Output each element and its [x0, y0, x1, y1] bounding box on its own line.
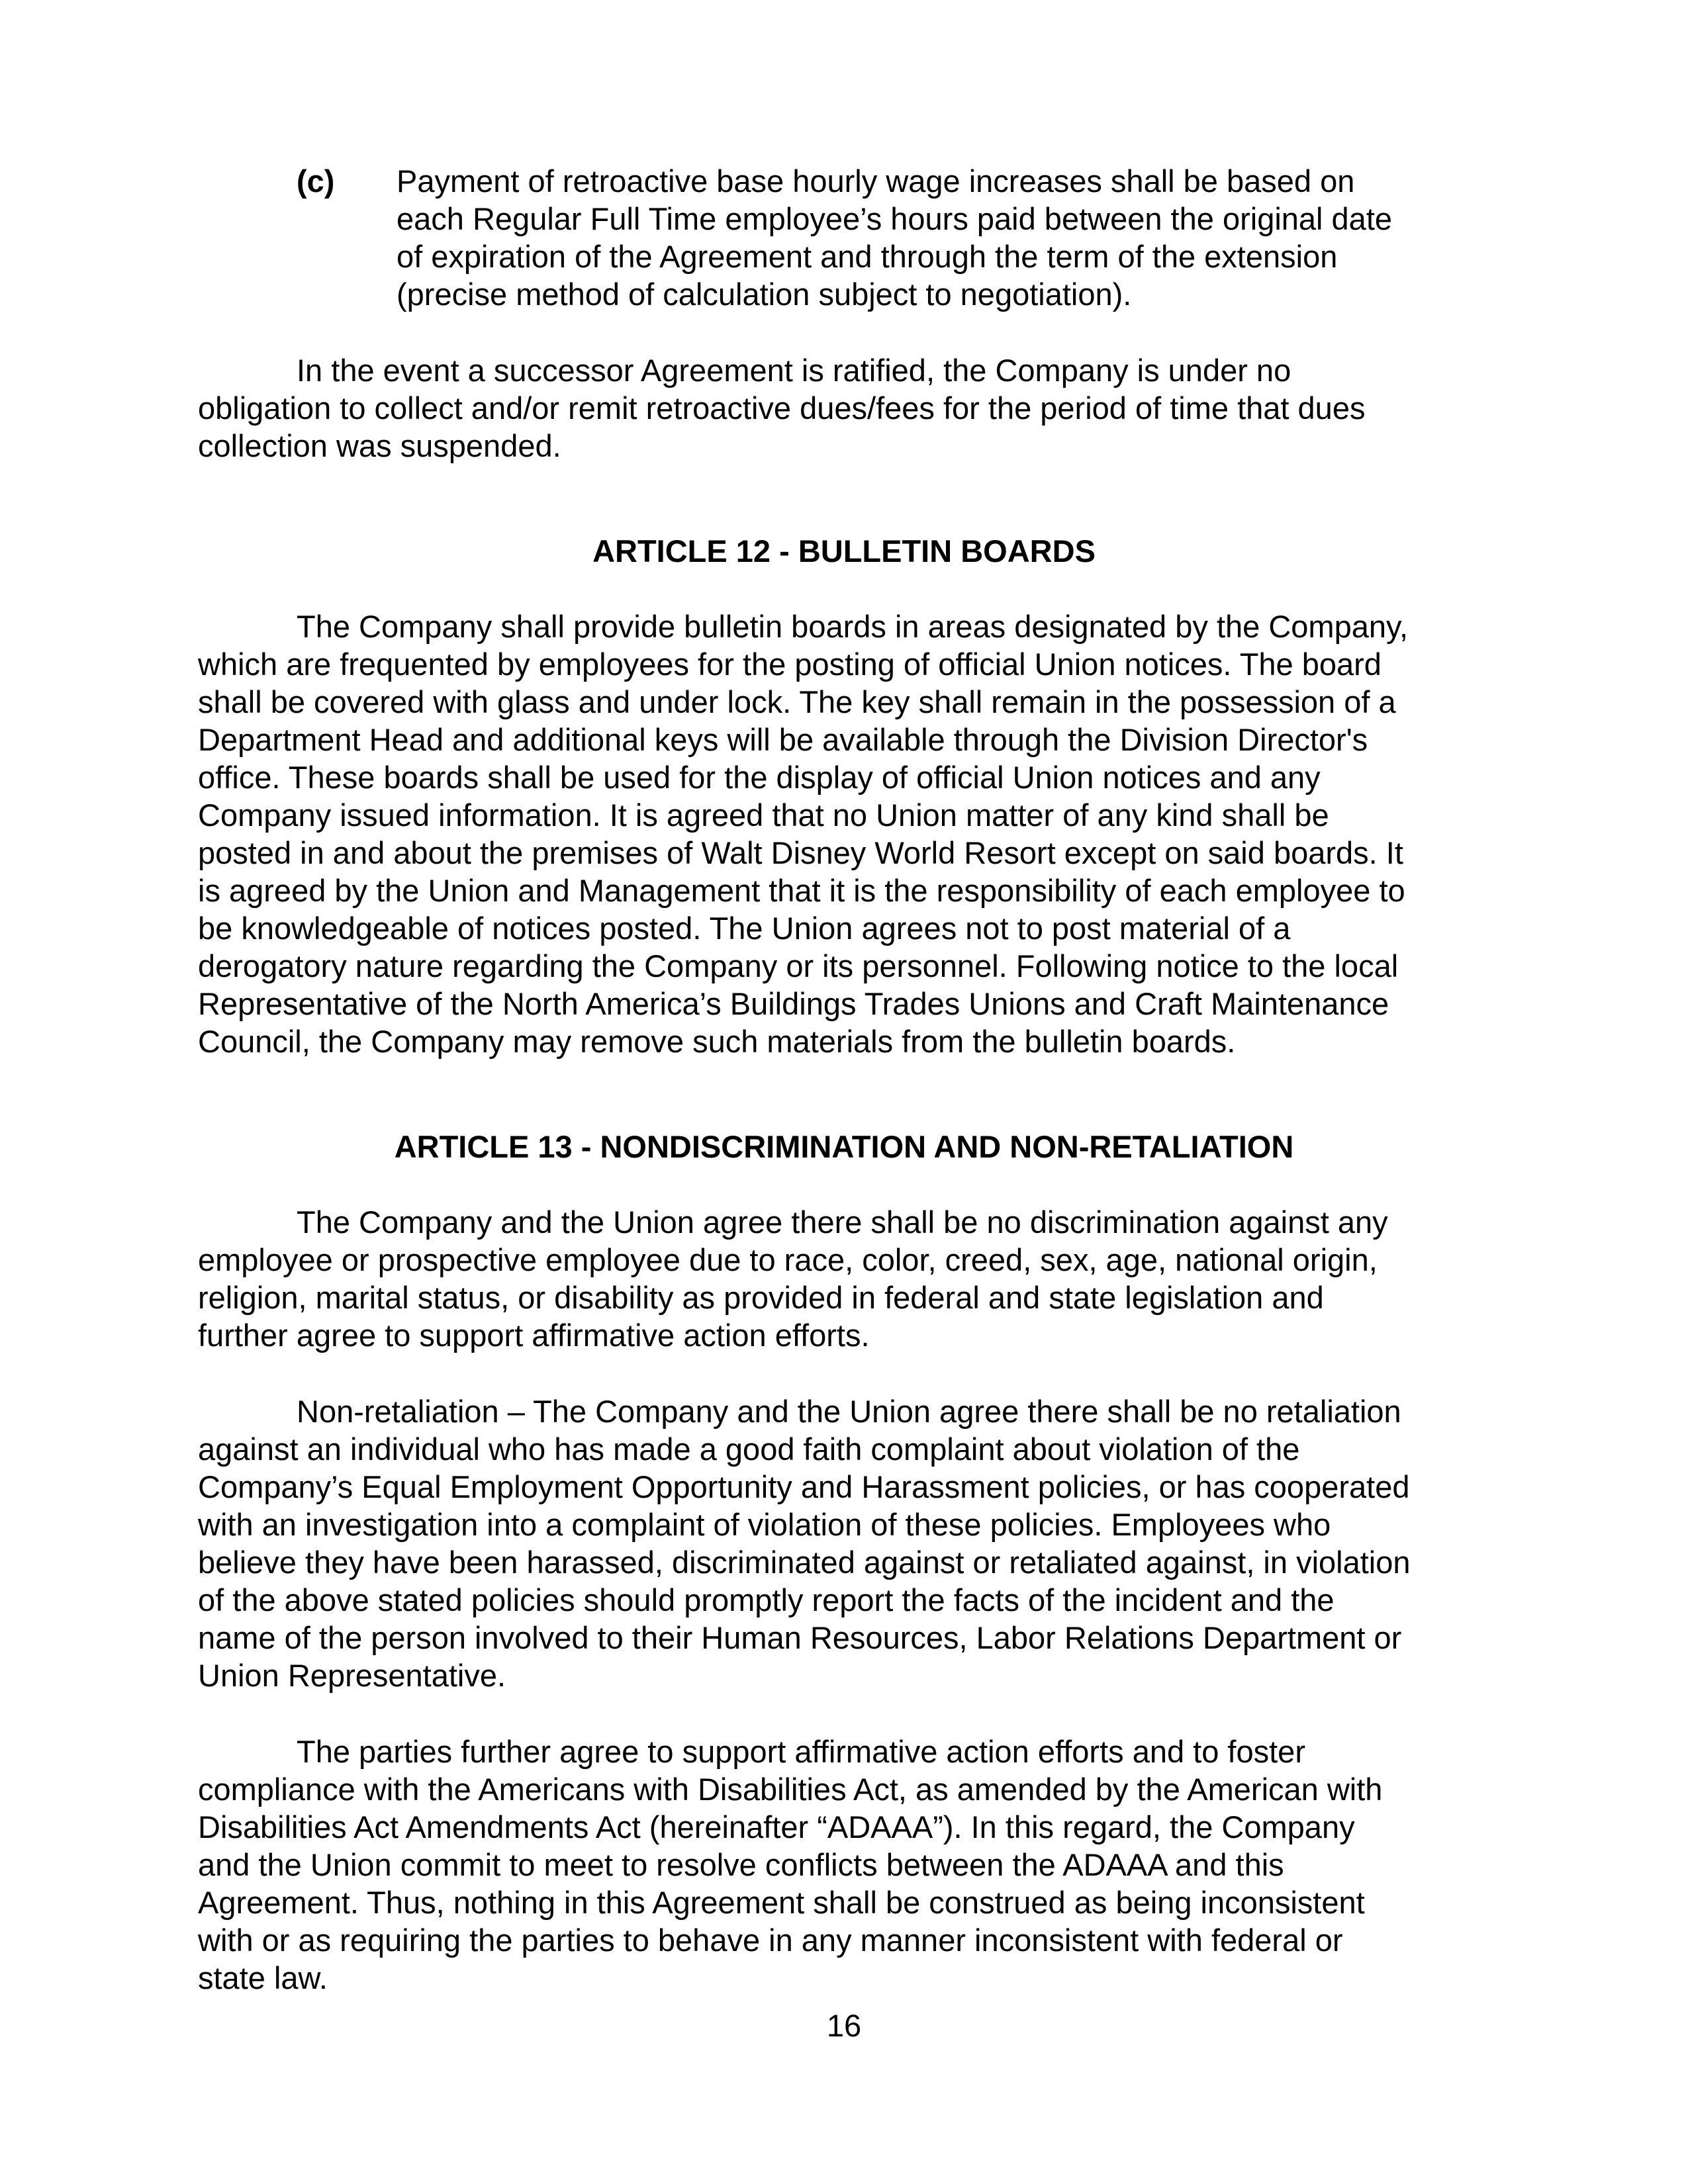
item-c-line: each Regular Full Time employee’s hours paid between the original date: [397, 201, 1393, 236]
article-12-heading: ARTICLE 12 - BULLETIN BOARDS: [592, 533, 1096, 569]
article-13-para2-line: of the above stated policies should promptly report the facts of the incident and the: [198, 1582, 1335, 1617]
article-12-line: Department Head and additional keys will be available through the Division Director's: [198, 722, 1368, 757]
article-12-line: which are frequented by employees for the posting of official Union notices. The board: [198, 647, 1382, 682]
successor-paragraph-line: obligation to collect and/or remit retroactive dues/fees for the period of time that dues: [198, 390, 1366, 426]
article-12-line: posted in and about the premises of Walt Disney World Resort except on said boards. It: [198, 835, 1403, 870]
article-13-para3-line: Agreement. Thus, nothing in this Agreement shall be construed as being inconsistent: [198, 1885, 1365, 1920]
article-13-heading: ARTICLE 13 - NONDISCRIMINATION AND NON-RETALIATION: [394, 1129, 1294, 1164]
article-12-line: Representative of the North America’s Buildings Trades Unions and Craft Maintenance: [198, 986, 1389, 1021]
article-13-para2-line: against an individual who has made a good faith complaint about violation of the: [198, 1432, 1300, 1467]
article-13-para3-line: compliance with the Americans with Disabilities Act, as amended by the American with: [198, 1772, 1383, 1807]
item-c-marker: (c): [297, 163, 335, 199]
article-12-line: Company issued information. It is agreed that no Union matter of any kind shall be: [198, 797, 1329, 833]
page-number: 16: [826, 2008, 862, 2043]
item-c-line: of expiration of the Agreement and through the term of the extension: [397, 239, 1338, 274]
article-13-para1-line: employee or prospective employee due to race, color, creed, sex, age, national origin,: [198, 1242, 1378, 1277]
article-13-para1-line: religion, marital status, or disability as provided in federal and state legislation and: [198, 1280, 1324, 1315]
article-13-para3-line: and the Union commit to meet to resolve conflicts between the ADAAA and this: [198, 1847, 1284, 1882]
article-13-para1-line: The Company and the Union agree there shall be no discrimination against any: [297, 1205, 1388, 1240]
article-13-para2-line: name of the person involved to their Human Resources, Labor Relations Department or: [198, 1620, 1402, 1655]
article-13-para3-line: state law.: [198, 1960, 328, 1995]
article-13-para2-line: with an investigation into a complaint of violation of these policies. Employees who: [198, 1507, 1331, 1542]
article-13-para2-line: Non-retaliation – The Company and the Union agree there shall be no retaliation: [297, 1394, 1401, 1429]
article-13-para3-line: with or as requiring the parties to behave in any manner inconsistent with federal or: [198, 1923, 1343, 1958]
article-12-line: shall be covered with glass and under lock. The key shall remain in the possession of a: [198, 684, 1396, 719]
article-12-line: Council, the Company may remove such materials from the bulletin boards.: [198, 1024, 1236, 1059]
article-12-line: derogatory nature regarding the Company or its personnel. Following notice to the local: [198, 948, 1399, 983]
article-12-line: be knowledgeable of notices posted. The Union agrees not to post material of a: [198, 911, 1291, 946]
item-c-line: Payment of retroactive base hourly wage increases shall be based on: [397, 163, 1355, 199]
article-13-para2-line: Union Representative.: [198, 1658, 506, 1693]
article-13-para2-line: Company’s Equal Employment Opportunity and Harassment policies, or has cooperated: [198, 1469, 1410, 1504]
article-12-line: The Company shall provide bulletin boards in areas designated by the Company,: [297, 609, 1409, 644]
article-13-para2-line: believe they have been harassed, discriminated against or retaliated against, in violation: [198, 1545, 1411, 1580]
article-13-para3-line: The parties further agree to support affirmative action efforts and to foster: [297, 1734, 1305, 1769]
successor-paragraph-line: collection was suspended.: [198, 428, 561, 463]
article-12-line: is agreed by the Union and Management that it is the responsibility of each employee to: [198, 873, 1405, 908]
article-12-line: office. These boards shall be used for the display of official Union notices and any: [198, 760, 1321, 795]
article-13-para1-line: further agree to support affirmative action efforts.: [198, 1318, 870, 1353]
item-c-line: (precise method of calculation subject to negotiation).: [397, 277, 1132, 312]
successor-paragraph-line: In the event a successor Agreement is ratified, the Company is under no: [297, 353, 1291, 388]
article-13-para3-line: Disabilities Act Amendments Act (hereinafter “ADAAA”). In this regard, the Company: [198, 1809, 1355, 1844]
